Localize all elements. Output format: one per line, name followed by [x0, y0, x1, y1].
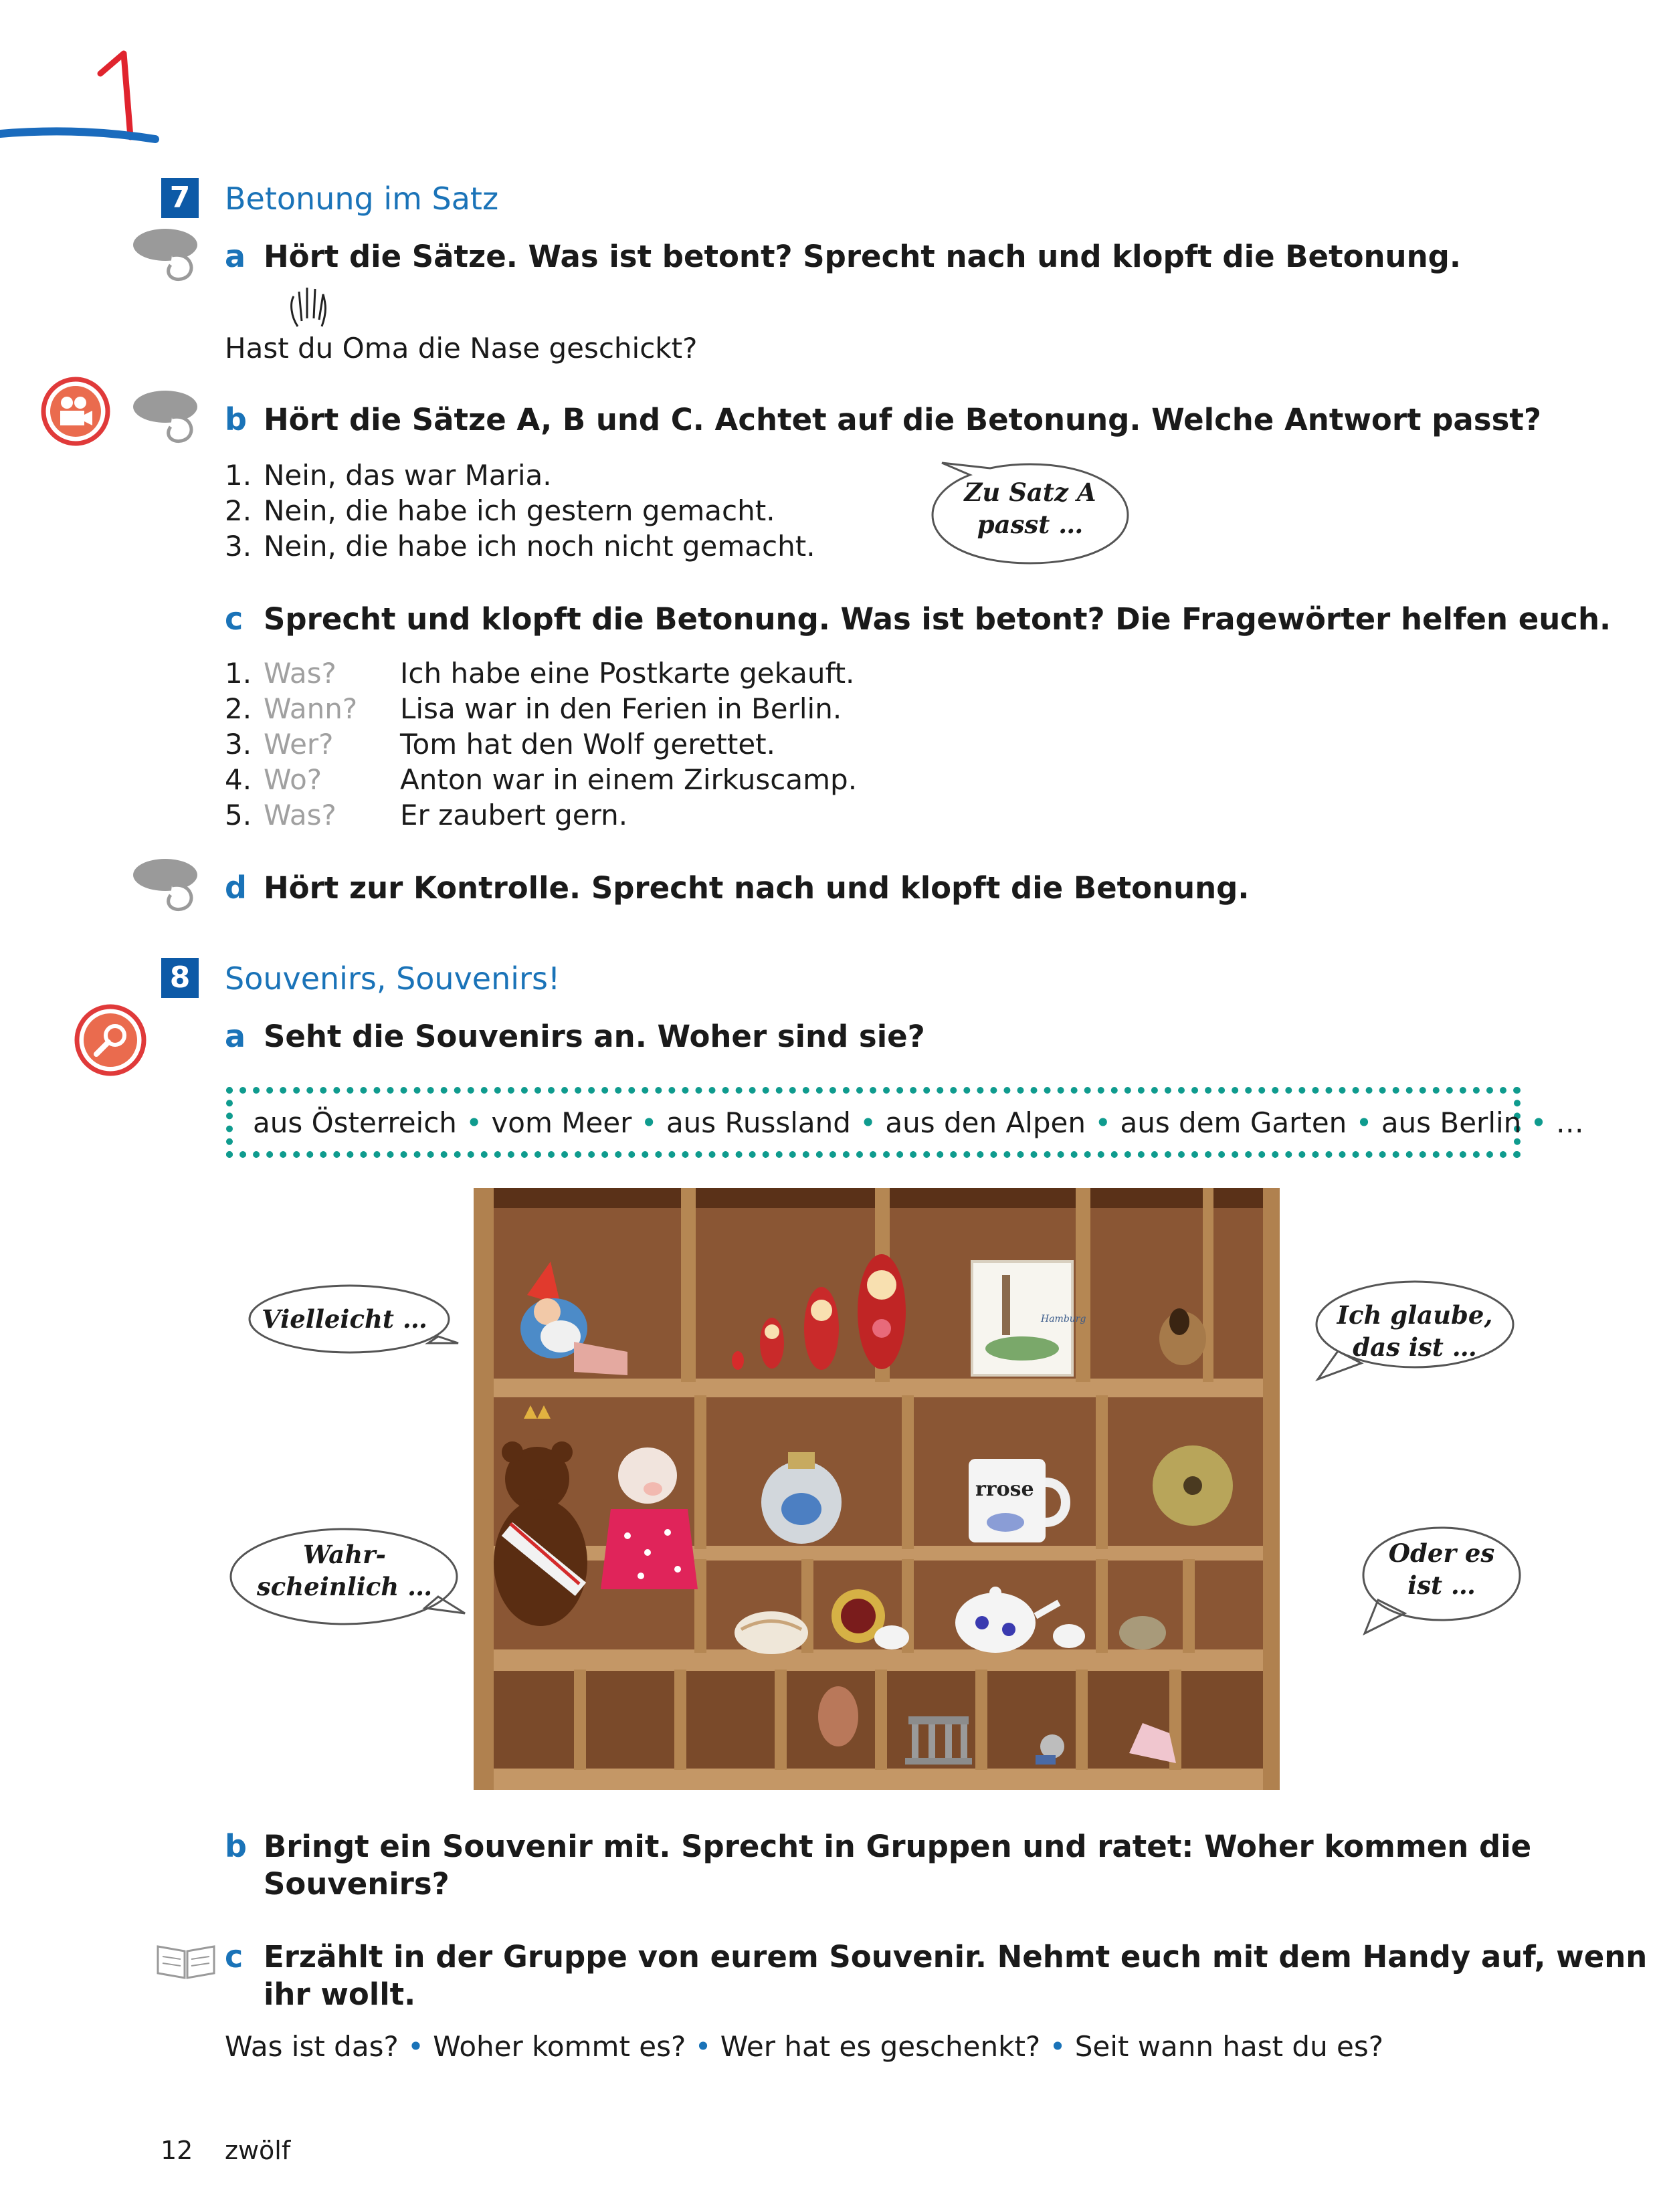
task-8c-instruction: Erzählt in der Gruppe von eurem Souvenir. Nehmt euch mit dem Handy auf, wenn ihr wollt. [264, 1939, 1648, 2012]
page-number: 12 [161, 2136, 193, 2165]
list-item: 3. Wer? Tom hat den Wolf gerettet. [225, 728, 775, 761]
task-letter: d [225, 870, 247, 906]
bubble-text: Zu Satz A passt … [964, 478, 1096, 539]
question-prompts: Was ist das? • Woher kommt es? • Wer hat es geschenkt? • Seit wann hast du es? [225, 2030, 1384, 2063]
page-number-word: zwölf [225, 2136, 291, 2165]
souvenir-shelf-photo [474, 1188, 1280, 1790]
task-letter: b [225, 1828, 247, 1864]
list-item: 1. Was? Ich habe eine Postkarte gekauft. [225, 657, 855, 690]
section-7-number: 7 [161, 178, 199, 218]
example-sentence: Hast du Oma die Nase geschickt? [225, 332, 698, 365]
bubble-text: Wahr- scheinlich … [256, 1540, 433, 1601]
speech-icon [130, 856, 204, 914]
section-8-number: 8 [161, 958, 199, 998]
speech-icon [130, 226, 204, 284]
section-7-title: Betonung im Satz [225, 181, 499, 217]
bubble-text: Ich glaube, das ist … [1337, 1300, 1493, 1362]
video-icon [39, 375, 112, 448]
speech-icon [130, 388, 204, 445]
task-letter: b [225, 401, 247, 437]
task-8b-instruction: Bringt ein Souvenir mit. Sprecht in Gruppen und ratet: Woher kommen die Souvenirs? [264, 1829, 1532, 1902]
task-7c-instruction: Sprecht und klopft die Betonung. Was ist betont? Die Fragewörter helfen euch. [264, 601, 1612, 637]
task-letter: a [225, 1018, 246, 1054]
task-7d-instruction: Hört zur Kontrolle. Sprecht nach und klopft die Betonung. [264, 870, 1250, 906]
chapter-number-graphic [0, 27, 161, 154]
task-8a-instruction: Seht die Souvenirs an. Woher sind sie? [264, 1019, 925, 1054]
task-letter: c [225, 1938, 243, 1975]
list-item: 2. Wann? Lisa war in den Ferien in Berlin. [225, 692, 842, 725]
task-7b-instruction: Hört die Sätze A, B und C. Achtet auf die Betonung. Welche Antwort passt? [264, 402, 1541, 437]
list-item: 5. Was? Er zaubert gern. [225, 799, 628, 831]
bubble-text: Vielleicht … [262, 1304, 427, 1334]
book-icon [153, 1936, 219, 1983]
list-item: 1. Nein, das war Maria. [225, 459, 552, 492]
mug-text: rrose [975, 1478, 1034, 1501]
clap-hand-icon [284, 280, 338, 333]
bubble-text: Oder es ist … [1388, 1538, 1495, 1600]
list-item: 2. Nein, die habe ich gestern gemacht. [225, 494, 775, 527]
card-text: Hamburg [1041, 1314, 1086, 1324]
list-item: 4. Wo? Anton war in einem Zirkuscamp. [225, 763, 858, 796]
list-item: 3. Nein, die habe ich noch nicht gemacht. [225, 530, 815, 563]
section-8-title: Souvenirs, Souvenirs! [225, 961, 561, 997]
task-letter: c [225, 601, 243, 637]
task-letter: a [225, 238, 246, 274]
chapter-marker [0, 27, 161, 154]
word-options: aus Österreich • vom Meer • aus Russland • aus den Alpen • aus dem Garten • aus Berlin • … [253, 1106, 1584, 1139]
magnifier-icon [67, 1003, 154, 1077]
task-7a-instruction: Hört die Sätze. Was ist betont? Sprecht nach und klopft die Betonung. [264, 239, 1461, 274]
